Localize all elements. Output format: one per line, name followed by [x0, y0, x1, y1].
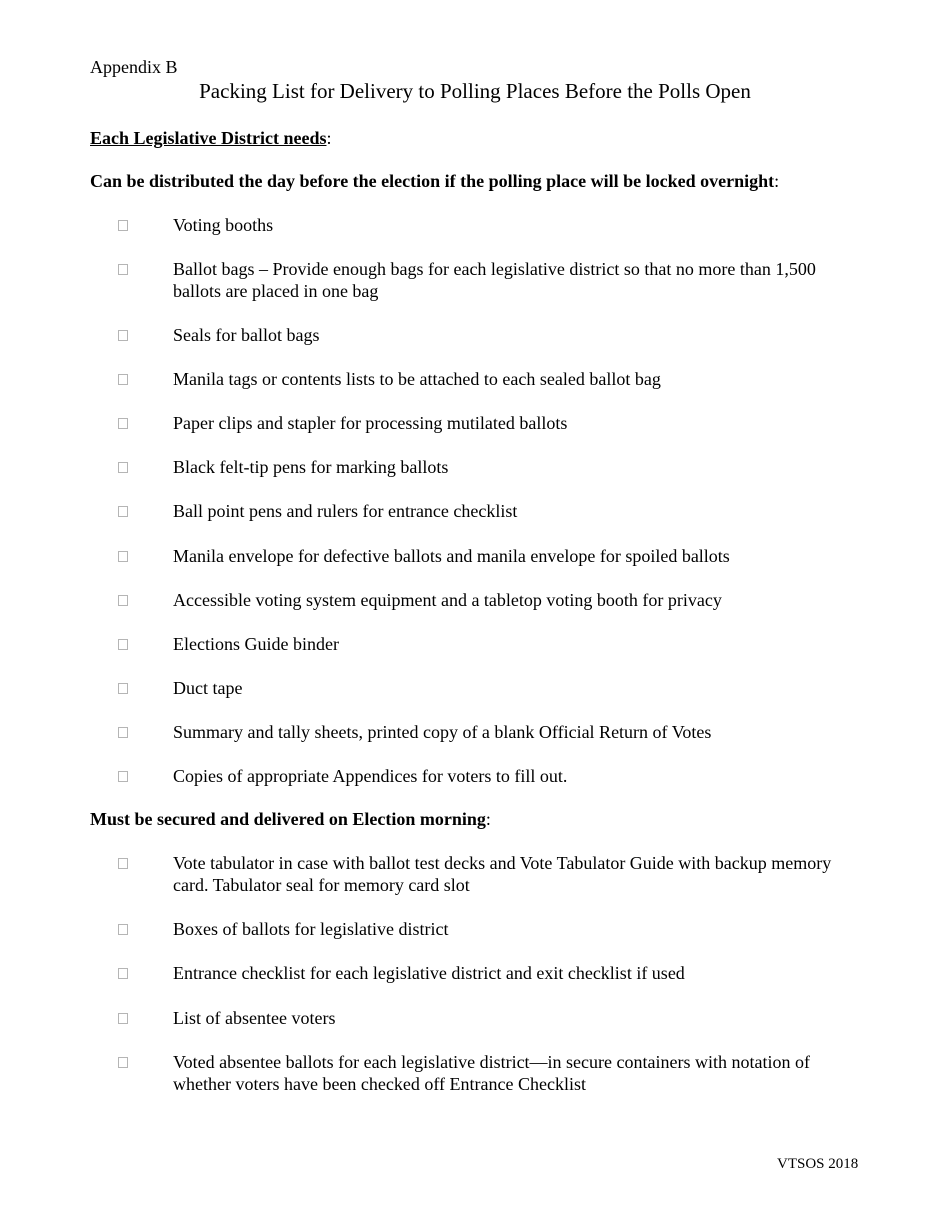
list-item-text: List of absentee voters: [173, 1008, 336, 1028]
checkbox[interactable]: [118, 595, 128, 606]
checkbox[interactable]: [118, 727, 128, 738]
section1-heading: [90, 170, 779, 192]
list-item-text: Summary and tally sheets, printed copy of a blank Official Return of Votes: [173, 722, 712, 742]
list-item-text: Boxes of ballots for legislative district: [173, 919, 449, 939]
list-item-text: Accessible voting system equipment and a tabletop voting booth for privacy: [173, 590, 722, 610]
list-item-text: Black felt-tip pens for marking ballots: [173, 457, 449, 477]
list-item-text: Vote tabulator in case with ballot test decks and Vote Tabulator Guide with backup memory card. Tabulator seal for memory card slot: [173, 853, 832, 895]
checkbox[interactable]: [118, 924, 128, 935]
checkbox[interactable]: [118, 330, 128, 341]
checkbox[interactable]: [118, 264, 128, 275]
checkbox[interactable]: [118, 1057, 128, 1068]
list-item-text: Manila tags or contents lists to be attached to each sealed ballot bag: [173, 369, 661, 389]
list-item-text: Elections Guide binder: [173, 634, 339, 654]
section2-heading: [90, 808, 491, 830]
checkbox[interactable]: [118, 506, 128, 517]
checkbox[interactable]: [118, 418, 128, 429]
page-footer: VTSOS 2018: [777, 1156, 859, 1172]
checkbox[interactable]: [118, 374, 128, 385]
page-title: Packing List for Delivery to Polling Places Before the Polls Open: [199, 79, 751, 103]
list-item-text: Voted absentee ballots for each legislative district—in secure containers with notation of whether voters have been checked off Entrance Checklist: [173, 1052, 810, 1094]
district-heading-text: Each Legislative District needs: [90, 128, 327, 148]
checkbox[interactable]: [118, 968, 128, 979]
section1-heading-text: Can be distributed the day before the election if the polling place will be locked overnight: [90, 171, 775, 191]
list-item-text: Manila envelope for defective ballots and manila envelope for spoiled ballots: [173, 546, 730, 566]
checkbox[interactable]: [118, 1013, 128, 1024]
list-item-text: Seals for ballot bags: [173, 325, 320, 345]
appendix-label: Appendix B: [90, 57, 178, 77]
checkbox[interactable]: [118, 551, 128, 562]
list-item-text: Duct tape: [173, 678, 243, 698]
checkbox[interactable]: [118, 462, 128, 473]
list-item-text: Entrance checklist for each legislative district and exit checklist if used: [173, 963, 685, 983]
checkbox[interactable]: [118, 771, 128, 782]
checkbox[interactable]: [118, 683, 128, 694]
list-item-text: Paper clips and stapler for processing mutilated ballots: [173, 413, 568, 433]
list-item-text: Ballot bags – Provide enough bags for each legislative district so that no more than 1,500 ballots are placed in one bag: [173, 259, 816, 301]
list-item-text: Voting booths: [173, 215, 274, 235]
checkbox[interactable]: [118, 220, 128, 231]
district-heading: [90, 127, 332, 149]
checkbox[interactable]: [118, 639, 128, 650]
district-heading-colon: :: [326, 128, 332, 148]
section1-heading-colon: :: [774, 171, 780, 191]
list-item-text: Ball point pens and rulers for entrance checklist: [173, 501, 518, 521]
list-item-text: Copies of appropriate Appendices for voters to fill out.: [173, 766, 568, 786]
section2-heading-text: Must be secured and delivered on Election morning: [90, 809, 486, 829]
section2-heading-colon: :: [485, 809, 491, 829]
checkbox[interactable]: [118, 858, 128, 869]
